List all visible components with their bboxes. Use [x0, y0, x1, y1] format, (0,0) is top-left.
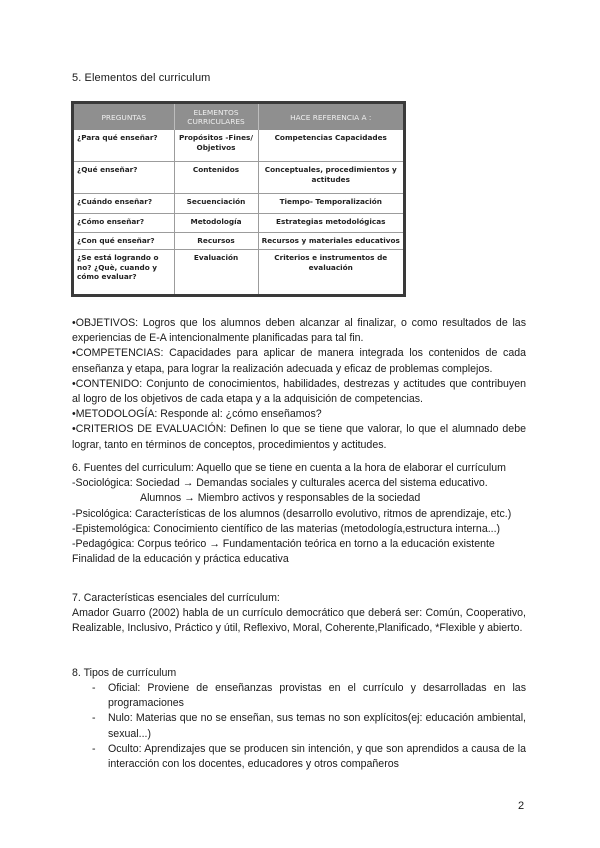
- definition-competencias: •COMPETENCIAS: Capacidades para aplicar de manera integrada los contenidos de cada enseñanza y etapa, para lograr la realización adecuada y eficaz de problemas complejos.: [72, 347, 526, 375]
- table-row: [74, 213, 403, 232]
- section-5-title: 5. Elementos del curriculum: [72, 72, 211, 84]
- section-7-title: 7. Características esenciales del currículum:: [72, 592, 280, 604]
- list-item-text: Nulo: Materias que no se enseñan, sus temas no son explícitos(ej: educación ambiental, sexual...): [108, 712, 526, 740]
- table: [74, 104, 403, 294]
- table-cell: ¿Con qué enseñar?: [74, 233, 174, 250]
- table-cell: Metodología: [174, 213, 258, 232]
- table-row: [74, 194, 403, 213]
- definition-criterios: •CRITERIOS DE EVALUACIÓN: Definen lo que se tiene que valorar, lo que el alumnado debe lograr, tanto en términos de conceptos, procedimientos y actitudes.: [72, 423, 526, 451]
- source-sociologica: -Sociológica: Sociedad → Demandas sociales y culturales acerca del sistema educativo.: [72, 477, 488, 490]
- dash-bullet: -: [92, 742, 96, 755]
- table-cell: Secuenciación: [174, 194, 258, 213]
- list-item: [72, 681, 526, 711]
- table-cell: Conceptuales, procedimientos y actitudes: [258, 162, 403, 194]
- table-cell: ¿Cuándo enseñar?: [74, 194, 174, 213]
- definition-metodologia: •METODOLOGÍA: Responde al: ¿cómo enseñamos?: [72, 408, 322, 421]
- table-cell: Criterios e instrumentos de evaluación: [274, 253, 388, 272]
- section-7-body: Amador Guarro (2002) habla de un currículo democrático que deberá ser: Común, Cooperativo, Realizable, Inclusivo, Práctico y útil, Reflexivo, Moral, Coherente,Planificado, *Flexible y abierto.: [72, 607, 526, 635]
- source-finalidad: Finalidad de la educación y práctica educativa: [72, 553, 289, 566]
- header-preguntas: PREGUNTAS: [74, 104, 174, 130]
- curriculum-elements-table: [71, 101, 406, 297]
- table-row: [74, 162, 403, 194]
- table-cell: ¿Qué enseñar?: [74, 162, 174, 194]
- definitions-block: [72, 316, 526, 453]
- section-6-title: 6. Fuentes del curriculum: Aquello que se tiene en cuenta a la hora de elaborar el currículum: [72, 462, 507, 474]
- table-row: [74, 130, 403, 162]
- dash-bullet: -: [92, 682, 96, 694]
- section-7: [72, 591, 526, 637]
- list-item: [72, 742, 526, 772]
- table-header-row: [74, 104, 403, 130]
- table-cell: Estrategias metodológicas: [258, 213, 403, 232]
- list-item: [72, 711, 526, 741]
- section-8-title: 8. Tipos de currículum: [72, 667, 177, 679]
- table-cell: Contenidos: [174, 162, 258, 194]
- table-cell: ¿Se está logrando o no? ¿Què, cuando y cómo evaluar?: [74, 250, 174, 294]
- table-cell: ¿Cómo enseñar?: [74, 213, 174, 232]
- table-row: [74, 233, 403, 250]
- table-cell: Tiempo- Temporalización: [258, 194, 403, 213]
- source-psicologica: -Psicológica: Características de los alumnos (desarrollo evolutivo, ritmos de aprendizaje, etc.): [72, 507, 512, 520]
- definition-objetivos: •OBJETIVOS: Logros que los alumnos deben alcanzar al finalizar, o como resultados de las experiencias de E-A intencionalmente planificadas para tal fin.: [72, 317, 526, 345]
- list-item-text: Oculto: Aprendizajes que se producen sin intención, y que son aprendidos a causa de la interacción con los docentes, educadores y otros compañeros: [108, 742, 526, 771]
- table-cell: Propósitos -Fines/ Objetivos: [174, 130, 258, 162]
- table-cell: Recursos y materiales educativos: [258, 233, 403, 250]
- table-cell: Recursos: [174, 233, 258, 250]
- dash-bullet: -: [92, 712, 96, 725]
- source-epistemologica: -Epistemológica: Conocimiento científico de las materias (metodología,estructura interna...): [72, 522, 501, 535]
- table-cell: Competencias Capacidades: [258, 130, 403, 162]
- list-item-text: Oficial: Proviene de enseñanzas provistas en el currículo y desarrolladas en las programaciones: [108, 682, 526, 710]
- definition-contenido: •CONTENIDO: Conjunto de conocimientos, habilidades, destrezas y actitudes que contribuyen al logro de los objetivos de cada etapa y a la adquisición de competencias.: [72, 377, 526, 406]
- header-referencia: HACE REFERENCIA A :: [258, 104, 403, 130]
- table-cell: ¿Para qué enseñar?: [74, 130, 174, 162]
- table-cell: Evaluación: [174, 250, 258, 294]
- section-6: [72, 461, 526, 567]
- table-row: [74, 250, 403, 294]
- header-elementos: ELEMENTOS CURRICULARES: [174, 104, 258, 130]
- source-pedagogica: -Pedagógica: Corpus teórico → Fundamentación teórica en torno a la educación existente: [72, 538, 495, 551]
- page-number: 2: [518, 800, 525, 812]
- source-alumnos: Alumnos → Miembro activos y responsables de la sociedad: [140, 492, 421, 505]
- curriculum-types-list: [72, 681, 526, 772]
